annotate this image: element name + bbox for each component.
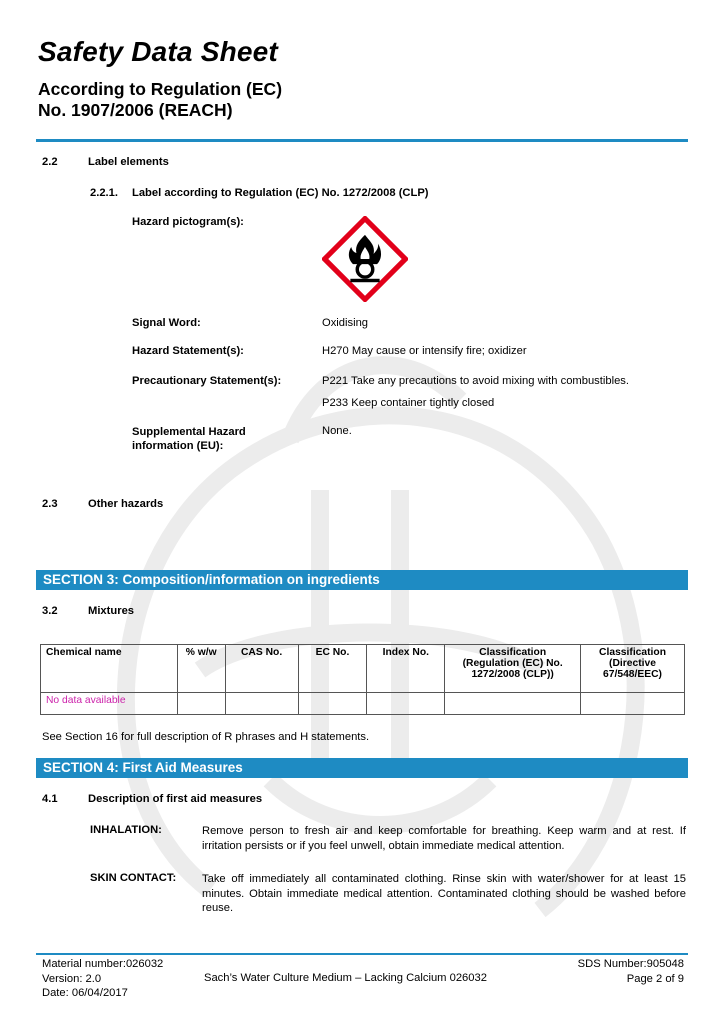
subtitle-line-2: No. 1907/2006 (REACH) [38, 100, 233, 120]
section-3-2-title: Mixtures [88, 605, 135, 617]
footer-rule [36, 953, 688, 955]
column-header: CAS No. [225, 645, 298, 693]
mixtures-table [40, 644, 685, 715]
table-cell [581, 693, 685, 715]
footer-left [42, 957, 163, 1001]
column-header: Classification (Regulation (EC) No. 1272/2008 (CLP)) [445, 645, 581, 693]
document-title: Safety Data Sheet [38, 36, 278, 67]
section-2-2-title: Label elements [88, 156, 169, 168]
hazard-statement-value: H270 May cause or intensify fire; oxidizer [322, 345, 527, 357]
product-name: Sach’s Water Culture Medium – Lacking Calcium 026032 [204, 972, 487, 984]
column-header: % w/w [177, 645, 225, 693]
table-cell: No data available [41, 693, 178, 715]
footer-right [578, 957, 684, 986]
section-2-2-1-title: Label according to Regulation (EC) No. 1272/2008 (CLP) [132, 187, 429, 199]
table-cell [225, 693, 298, 715]
revision-date: Date: 06/04/2017 [42, 987, 128, 999]
supplemental-label-line-2: information (EU): [132, 440, 224, 452]
version: Version: 2.0 [42, 972, 102, 985]
sds-number: SDS Number:905048 [577, 958, 684, 970]
column-header: Classification (Directive 67/548/EEC) [581, 645, 685, 693]
precautionary-statement-p233: P233 Keep container tightly closed [322, 397, 495, 409]
section-3-2-number: 3.2 [42, 605, 58, 617]
column-header: Index No. [367, 645, 445, 693]
skin-contact-label: SKIN CONTACT: [90, 872, 177, 884]
page-number: Page 2 of 9 [626, 972, 684, 985]
material-number: Material number:026032 [42, 958, 164, 970]
table-row [41, 693, 685, 715]
supplemental-label-line-1: Supplemental Hazard [132, 426, 246, 438]
supplemental-hazard-label [132, 425, 246, 453]
header-rule [36, 139, 688, 142]
section-2-3-number: 2.3 [42, 498, 58, 510]
table-cell [177, 693, 225, 715]
pictogram-label: Hazard pictogram(s): [132, 216, 244, 228]
inhalation-text: Remove person to fresh air and keep comfortable for breathing. Keep warm and at rest. If irritation persists or if you feel unwell, obtain immediate medical attention. [202, 825, 686, 852]
signal-word-value: Oxidising [322, 317, 369, 329]
table-cell [445, 693, 581, 715]
table-cell [298, 693, 367, 715]
inhalation-label: INHALATION: [90, 824, 162, 836]
table-header-row [41, 645, 685, 693]
oxidiser-pictogram-icon [322, 216, 408, 302]
section-3-note: See Section 16 for full description of R phrases and H statements. [42, 731, 370, 743]
section-2-2-1-number: 2.2.1. [90, 187, 118, 199]
skin-contact-text: Take off immediately all contaminated clothing. Rinse skin with water/shower for at least 15 minutes. Obtain immediate medical attention. Contaminated clothing should be washed before reuse. [202, 873, 686, 914]
section-3-header: SECTION 3: Composition/information on ingredients [36, 570, 688, 590]
precautionary-statement-p221: P221 Take any precautions to avoid mixing with combustibles. [322, 375, 629, 387]
supplemental-hazard-value: None. [322, 425, 352, 437]
section-2-2-number: 2.2 [42, 156, 58, 168]
column-header: Chemical name [41, 645, 178, 693]
section-4-1-title: Description of first aid measures [88, 793, 263, 805]
section-4-1-number: 4.1 [42, 793, 58, 805]
document-subtitle [38, 79, 282, 121]
signal-word-label: Signal Word: [132, 317, 201, 329]
hazard-statement-label: Hazard Statement(s): [132, 345, 244, 357]
section-2-3-title: Other hazards [88, 498, 164, 510]
precautionary-statement-label: Precautionary Statement(s): [132, 375, 282, 387]
subtitle-line-1: According to Regulation (EC) [38, 79, 283, 99]
column-header: EC No. [298, 645, 367, 693]
section-4-header: SECTION 4: First Aid Measures [36, 758, 688, 778]
table-cell [367, 693, 445, 715]
